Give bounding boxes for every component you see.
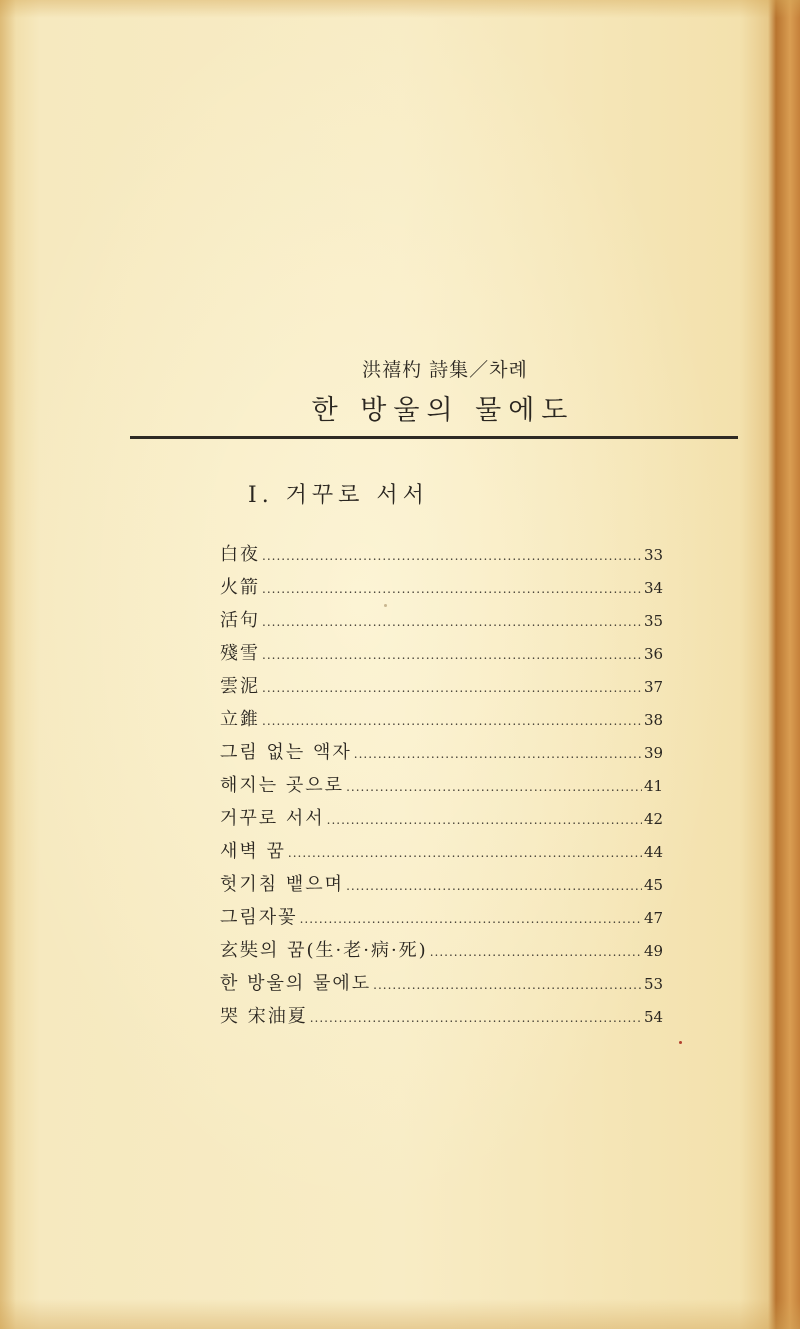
toc-entry-page: 53 [644,975,664,993]
toc-entry-title: 한 방울의 물에도 [220,973,372,994]
toc-entry [220,771,670,804]
toc-entry-title: 玄奘의 꿈(生·老·病·死) [220,940,428,961]
toc-leader-dots [262,714,642,728]
toc-entry-title: 그림 없는 액자 [220,742,352,763]
toc-entry [220,738,670,771]
toc-entry-page: 35 [644,612,664,630]
toc-entry-title: 殘雪 [220,643,260,664]
toc-leader-dots [373,978,642,992]
toc-entry [220,804,670,837]
page-edge-shadow-left [0,0,16,1329]
toc-entry-page: 44 [644,843,664,861]
toc-entry [220,606,670,639]
toc-leader-dots [346,879,642,893]
toc-entry [220,870,670,903]
toc-leader-dots [262,549,642,563]
paper-speck [679,1041,682,1044]
page-edge-shadow-top [0,0,800,18]
toc-entry-page: 37 [644,678,664,696]
toc-entry [220,969,670,1002]
toc-leader-dots [310,1011,642,1025]
toc-leader-dots [346,780,642,794]
toc-entry [220,837,670,870]
toc-entry [220,573,670,606]
paper-speck [384,604,387,607]
toc-entry-page: 41 [644,777,664,795]
toc-entry-title: 火箭 [220,577,260,598]
section-heading: Ⅰ. 거꾸로 서서 [248,483,429,508]
toc-entry-page: 39 [644,744,664,762]
toc-entry-page: 34 [644,579,664,597]
collection-subtitle: 洪禧杓 詩集／차례 [362,359,528,381]
toc-entry-title: 새벽 꿈 [220,841,286,862]
toc-entry-page: 49 [644,942,664,960]
toc-entry-page: 54 [644,1008,664,1026]
toc-leader-dots [354,747,642,761]
toc-entry [220,672,670,705]
toc-leader-dots [300,912,642,926]
toc-entry-page: 36 [644,645,664,663]
toc-entry [220,1002,670,1035]
toc-entry-page: 47 [644,909,664,927]
toc-entry [220,903,670,936]
toc-leader-dots [262,681,642,695]
title-divider [130,436,738,439]
toc-leader-dots [327,813,642,827]
toc-entry-page: 42 [644,810,664,828]
toc-entry-title: 哭 宋油夏 [220,1006,308,1027]
toc-entry-page: 45 [644,876,664,894]
toc-leader-dots [262,648,642,662]
toc-entry [220,705,670,738]
toc-entry-title: 立錐 [220,709,260,730]
toc-entry [220,540,670,573]
toc-entry-title: 그림자꽃 [220,907,298,928]
table-of-contents [220,540,670,1035]
toc-entry-title: 해지는 곳으로 [220,775,345,796]
page-edge-shadow-bottom [0,1299,800,1329]
toc-entry [220,936,670,969]
toc-leader-dots [262,582,642,596]
toc-entry-page: 38 [644,711,664,729]
toc-entry [220,639,670,672]
toc-entry-title: 거꾸로 서서 [220,808,325,829]
toc-entry-title: 헛기침 뱉으며 [220,874,345,895]
toc-entry-title: 白夜 [220,544,260,565]
toc-entry-page: 33 [644,546,664,564]
collection-title: 한 방울의 물에도 [311,395,575,426]
toc-leader-dots [430,945,642,959]
toc-leader-dots [288,846,642,860]
toc-entry-title: 活句 [220,610,260,631]
toc-entry-title: 雲泥 [220,676,260,697]
toc-leader-dots [262,615,642,629]
